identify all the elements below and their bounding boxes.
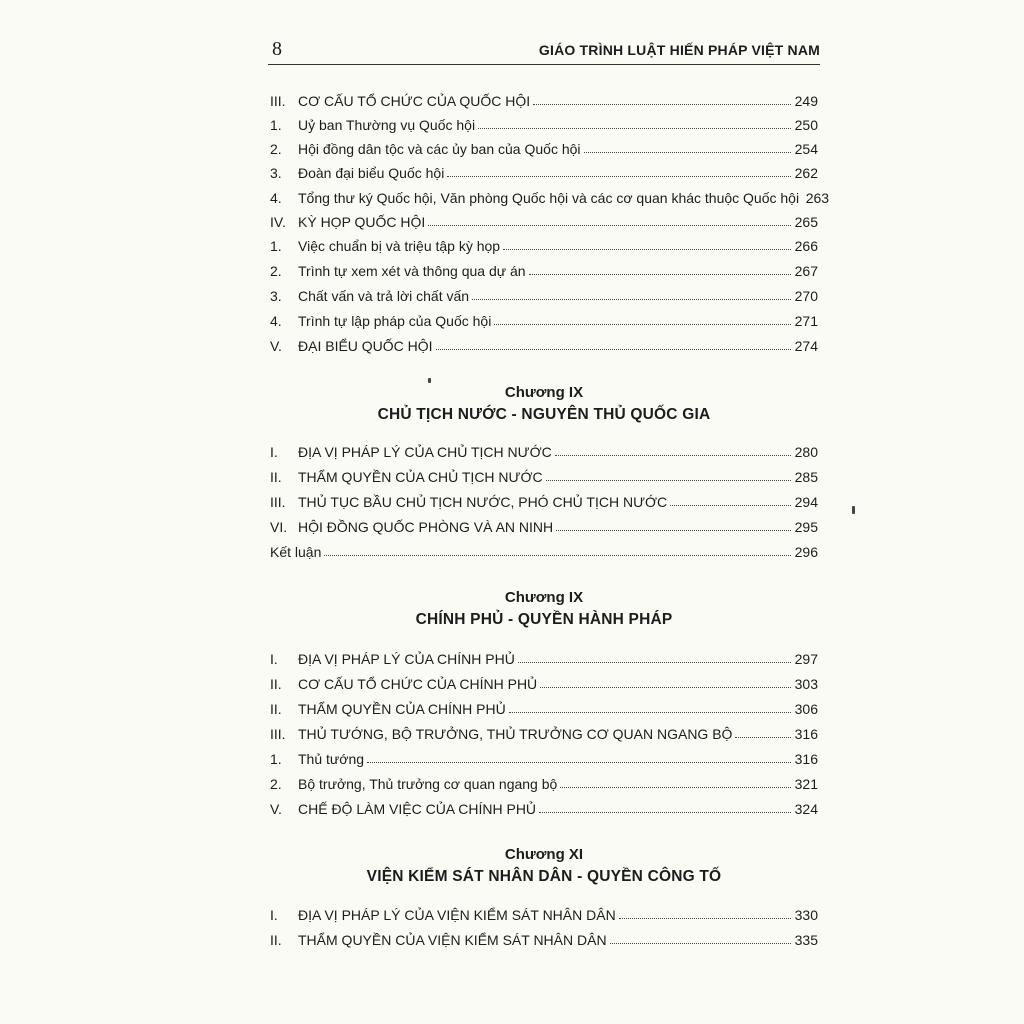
dot-leader xyxy=(478,127,791,129)
entry-number: 1. xyxy=(270,751,282,767)
entry-page: 271 xyxy=(794,313,818,329)
entry-title: THẨM QUYỀN CỦA CHÍNH PHỦ xyxy=(298,701,506,717)
print-speck xyxy=(428,378,431,383)
dot-leader xyxy=(533,103,791,105)
chapter-heading xyxy=(270,384,818,424)
entry-page: 324 xyxy=(794,801,818,817)
dot-leader xyxy=(367,761,791,763)
dot-leader xyxy=(518,661,791,663)
dot-leader xyxy=(529,273,791,275)
entry-title: CHẾ ĐỘ LÀM VIỆC CỦA CHÍNH PHỦ xyxy=(298,801,537,817)
entry-number: 2. xyxy=(270,776,282,792)
entry-page: 335 xyxy=(794,932,818,948)
chapter-heading xyxy=(270,846,818,886)
toc-entry xyxy=(270,696,818,718)
running-title: GIÁO TRÌNH LUẬT HIẾN PHÁP VIỆT NAM xyxy=(538,42,820,58)
chapter-title: CHỦ TỊCH NƯỚC - NGUYÊN THỦ QUỐC GIA xyxy=(377,406,711,423)
entry-title: KỲ HỌP QUỐC HỘI xyxy=(298,214,426,230)
toc-entry xyxy=(270,283,818,305)
entry-number: I. xyxy=(270,907,278,923)
entry-number: IV. xyxy=(270,214,286,230)
toc-entry xyxy=(270,308,818,330)
entry-title: Uỷ ban Thường vụ Quốc hội xyxy=(298,117,476,133)
page-header xyxy=(268,36,820,65)
page-number: 8 xyxy=(272,38,282,60)
entry-title: CƠ CẤU TỔ CHỨC CỦA QUỐC HỘI xyxy=(298,93,531,109)
entry-page: 280 xyxy=(794,444,818,460)
dot-leader xyxy=(428,224,791,226)
toc-entry xyxy=(270,514,818,536)
entry-title: CƠ CẤU TỔ CHỨC CỦA CHÍNH PHỦ xyxy=(298,676,538,692)
entry-page: 254 xyxy=(794,141,818,157)
entry-title: Hội đồng dân tộc và các ủy ban của Quốc hội xyxy=(298,141,581,157)
entry-title: Thủ tướng xyxy=(298,751,365,767)
entry-page: 263 xyxy=(805,190,830,206)
chapter-label: Chương IX xyxy=(504,589,584,606)
toc-entry xyxy=(270,927,818,949)
dot-leader xyxy=(555,454,791,456)
entry-page: 262 xyxy=(794,165,818,181)
dot-leader xyxy=(584,151,791,153)
entry-title: Kết luận xyxy=(270,544,322,560)
toc-entry xyxy=(270,464,818,486)
entry-title: ĐỊA VỊ PHÁP LÝ CỦA VIỆN KIỂM SÁT NHÂN DÂN xyxy=(298,907,616,923)
entry-number: 1. xyxy=(270,238,282,254)
dot-leader xyxy=(509,711,791,713)
dot-leader xyxy=(447,175,791,177)
chapter-title: CHÍNH PHỦ - QUYỀN HÀNH PHÁP xyxy=(415,611,673,628)
entry-number: III. xyxy=(270,726,286,742)
dot-leader xyxy=(610,942,791,944)
entry-number: 2. xyxy=(270,263,282,279)
toc-entry xyxy=(270,796,818,818)
entry-title: Trình tự lập pháp của Quốc hội xyxy=(298,313,492,329)
dot-leader xyxy=(324,554,791,556)
dot-leader xyxy=(436,348,791,350)
print-speck xyxy=(852,506,855,514)
entry-page: 266 xyxy=(794,238,818,254)
toc-entry xyxy=(270,646,818,668)
entry-title: THỦ TƯỚNG, BỘ TRƯỞNG, THỦ TRƯỞNG CƠ QUAN NGANG BỘ xyxy=(298,726,733,742)
entry-page: 250 xyxy=(794,117,818,133)
entry-page: 297 xyxy=(794,651,818,667)
entry-number: I. xyxy=(270,651,278,667)
entry-page: 294 xyxy=(794,494,818,510)
entry-title: Việc chuẩn bị và triệu tập kỳ họp xyxy=(298,238,501,254)
toc-entry xyxy=(270,233,818,255)
entry-page: 285 xyxy=(794,469,818,485)
entry-title: ĐỊA VỊ PHÁP LÝ CỦA CHỦ TỊCH NƯỚC xyxy=(298,444,552,460)
entry-title: Trình tự xem xét và thông qua dự án xyxy=(298,263,526,279)
entry-page: 265 xyxy=(794,214,818,230)
entry-page: 296 xyxy=(794,544,818,560)
toc-entry xyxy=(270,185,830,207)
entry-number: 3. xyxy=(270,288,282,304)
entry-title: Chất vấn và trả lời chất vấn xyxy=(298,288,470,304)
dot-leader xyxy=(560,786,791,788)
entry-page: 330 xyxy=(794,907,818,923)
dot-leader xyxy=(546,479,791,481)
entry-title: THẨM QUYỀN CỦA CHỦ TỊCH NƯỚC xyxy=(298,469,543,485)
dot-leader xyxy=(556,529,791,531)
toc-entry xyxy=(270,258,818,280)
entry-page: 321 xyxy=(794,776,818,792)
toc-entry xyxy=(270,136,818,158)
dot-leader xyxy=(472,298,791,300)
toc-entry xyxy=(270,539,818,561)
entry-title: HỘI ĐỒNG QUỐC PHÒNG VÀ AN NINH xyxy=(298,519,554,535)
entry-page: 306 xyxy=(794,701,818,717)
dot-leader xyxy=(735,736,791,738)
entry-page: 303 xyxy=(794,676,818,692)
entry-title: ĐỊA VỊ PHÁP LÝ CỦA CHÍNH PHỦ xyxy=(298,651,515,667)
dot-leader xyxy=(619,917,791,919)
entry-title: Bộ trưởng, Thủ trưởng cơ quan ngang bộ xyxy=(298,776,558,792)
dot-leader xyxy=(540,686,791,688)
toc-entry xyxy=(270,112,818,134)
entry-page: 295 xyxy=(794,519,818,535)
entry-number: 3. xyxy=(270,165,282,181)
entry-page: 274 xyxy=(794,338,818,354)
entry-title: Tổng thư ký Quốc hội, Văn phòng Quốc hội và các cơ quan khác thuộc Quốc hội xyxy=(298,190,800,206)
toc-entry xyxy=(270,160,818,182)
entry-title: ĐẠI BIỂU QUỐC HỘI xyxy=(298,338,433,354)
dot-leader xyxy=(670,504,791,506)
entry-number: VI. xyxy=(270,519,288,535)
entry-number: 4. xyxy=(270,190,282,206)
dot-leader xyxy=(539,811,791,813)
toc-entry xyxy=(270,771,818,793)
entry-number: III. xyxy=(270,93,286,109)
entry-number: V. xyxy=(270,338,282,354)
entry-page: 249 xyxy=(794,93,818,109)
chapter-heading xyxy=(270,589,818,629)
toc-entry xyxy=(270,209,818,231)
entry-title: THẨM QUYỀN CỦA VIỆN KIỂM SÁT NHÂN DÂN xyxy=(298,932,607,948)
entry-page: 267 xyxy=(794,263,818,279)
entry-number: III. xyxy=(270,494,286,510)
entry-title: THỦ TỤC BẦU CHỦ TỊCH NƯỚC, PHÓ CHỦ TỊCH NƯỚC xyxy=(298,494,668,510)
chapter-label: Chương IX xyxy=(504,384,584,401)
toc-entry xyxy=(270,902,818,924)
entry-number: 4. xyxy=(270,313,282,329)
entry-number: II. xyxy=(270,701,282,717)
chapter-label: Chương XI xyxy=(504,846,584,863)
entry-number: II. xyxy=(270,676,282,692)
entry-number: 2. xyxy=(270,141,282,157)
entry-number: V. xyxy=(270,801,282,817)
toc-entry xyxy=(270,721,818,743)
toc-entry xyxy=(270,746,818,768)
entry-page: 316 xyxy=(794,726,818,742)
toc-entry xyxy=(270,439,818,461)
entry-number: I. xyxy=(270,444,278,460)
entry-page: 270 xyxy=(794,288,818,304)
dot-leader xyxy=(494,323,791,325)
toc-entry xyxy=(270,333,818,355)
entry-number: II. xyxy=(270,469,282,485)
toc-entry xyxy=(270,88,818,110)
entry-number: II. xyxy=(270,932,282,948)
entry-title: Đoàn đại biểu Quốc hội xyxy=(298,165,445,181)
chapter-title: VIỆN KIỂM SÁT NHÂN DÂN - QUYỀN CÔNG TỐ xyxy=(366,868,722,885)
toc-entry xyxy=(270,671,818,693)
dot-leader xyxy=(503,248,791,250)
entry-number: 1. xyxy=(270,117,282,133)
entry-page: 316 xyxy=(794,751,818,767)
toc-entry xyxy=(270,489,818,511)
